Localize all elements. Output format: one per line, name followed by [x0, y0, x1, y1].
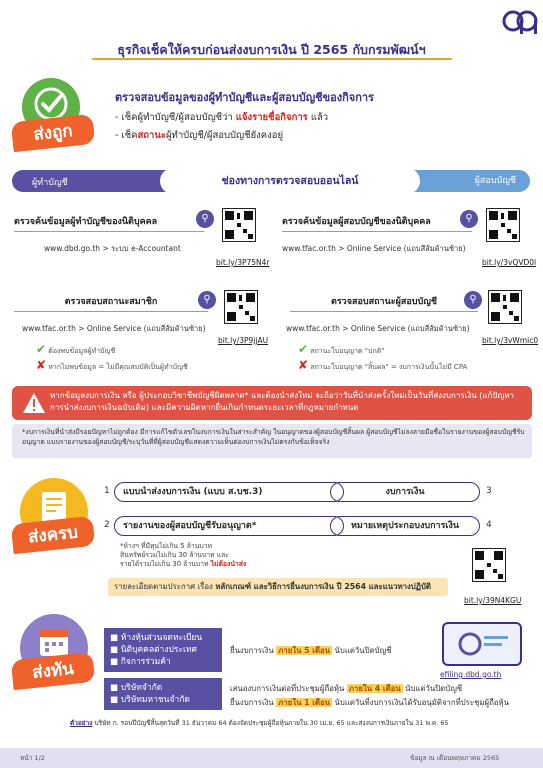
- title-underline: [92, 58, 452, 60]
- doc-number: 1: [104, 486, 110, 496]
- card-link[interactable]: bit.ly/3P75N4r: [216, 258, 270, 267]
- correct-bullet-1: - เช็คผู้ทำบัญชี/ผู้สอบบัญชีว่า แจ้งรายชื่อกิจการ แล้ว: [115, 112, 329, 123]
- rule-reference: รายละเอียดตามประกาศ เรื่อง หลักเกณฑ์ และวิธีการยื่นงบการเงิน ปี 2564 และแนวทางปฏิบัติ: [108, 578, 448, 596]
- qr-code-icon: [472, 548, 506, 582]
- doc-item-3: งบการเงิน: [330, 482, 480, 502]
- card-title: ตรวจสอบสถานะสมาชิก: [14, 294, 208, 312]
- ontime-badge-label: ส่งทัน: [11, 652, 96, 690]
- page-title: ธุรกิจเช็คให้ครบก่อนส่งงบการเงิน ปี 2565 กับกรมพัฒน์ฯ: [117, 42, 426, 57]
- ontime-footnote: ตัวอย่าง บริษัท ก. รอบปีบัญชีสิ้นสุดวันที่ 31 ธันวาคม 64 ต้องจัดประชุมผู้ถือหุ้นภายใน 30 เม.ย. 65 และส่งงบการเงินภายใน 31 พ.ค. 65: [70, 719, 449, 727]
- qr-code-icon: [222, 208, 256, 242]
- check-icon: ✔: [36, 342, 47, 356]
- card-title: ตรวจสอบสถานะผู้สอบบัญชี: [290, 294, 478, 312]
- qr-code-icon: [488, 290, 522, 324]
- auditor-bad-note: ✘ สถานะใบอนุญาต "สิ้นผล" = งบการเงินนั้นไม่มี CPA: [298, 358, 468, 372]
- cross-icon: ✘: [36, 358, 47, 372]
- card-auditor: [282, 214, 472, 232]
- channel-center-label: ช่องทางการตรวจสอบออนไลน์: [160, 168, 420, 194]
- card-auditor-status: [290, 294, 478, 312]
- card-url: www.tfac.or.th > Online Service (แถบสีส้มด้านซ้าย): [22, 324, 206, 333]
- search-icon[interactable]: ⚲: [460, 210, 478, 228]
- card-link[interactable]: bit.ly/3vWmic0: [482, 336, 539, 345]
- efiling-link[interactable]: efiling.dbd.go.th: [440, 670, 502, 679]
- card-link[interactable]: bit.ly/3P9jjAU: [218, 336, 269, 345]
- warning-icon: [22, 392, 46, 414]
- card-link[interactable]: bit.ly/3vQVD0l: [482, 258, 537, 267]
- deadline-group-2b: ยื่นงบการเงิน ภายใน 1 เดือน นับแต่วันที่งบการเงินได้รับอนุมัติจากที่ประชุมผู้ถือหุ้น: [230, 698, 509, 707]
- correct-heading: ตรวจสอบข้อมูลของผู้ทำบัญชีและผู้สอบบัญชีของกิจการ: [115, 91, 374, 104]
- rule-link[interactable]: bit.ly/39N4KGU: [464, 596, 522, 605]
- auditor-ok-note: ✔ สถานะใบอนุญาต "ปกติ": [298, 342, 385, 356]
- card-url: www.dbd.go.th > ระบบ e-Accountant: [44, 244, 181, 253]
- card-accountant: [14, 214, 204, 232]
- card-title: ตรวจค้นข้อมูลผู้ทำบัญชีของนิติบุคคล: [14, 214, 204, 232]
- doc-number: 3: [486, 486, 492, 496]
- complete-badge-label: ส่งครบ: [11, 516, 96, 554]
- entity-group-2: ■ บริษัทจำกัด ■ บริษัทมหาชนจำกัด: [104, 678, 222, 710]
- page-number: หน้า 1/2: [20, 754, 45, 762]
- correct-badge-label: ส่งถูก: [11, 114, 96, 152]
- footer: [0, 748, 543, 768]
- search-icon[interactable]: ⚲: [196, 210, 214, 228]
- doc-item-1: แบบนำส่งงบการเงิน (แบบ ส.บช.3): [114, 482, 344, 502]
- deadline-group-1: ยื่นงบการเงิน ภายใน 5 เดือน นับแต่วันปิดบัญชี: [230, 646, 392, 655]
- doc-number: 2: [104, 520, 110, 530]
- qr-code-icon: [224, 290, 258, 324]
- check-icon: ✔: [298, 342, 309, 356]
- member-bad-note: ✘ หากไม่พบข้อมูล = ไม่มีคุณสมบัติเป็นผู้ทำบัญชี: [36, 358, 188, 372]
- channel-right-label: ผู้สอบบัญชี: [474, 176, 516, 186]
- qr-code-icon: [486, 208, 520, 242]
- deadline-group-2a: เสนองบการเงินต่อที่ประชุมผู้ถือหุ้น ภายใน 4 เดือน นับแต่วันปิดบัญชี: [230, 684, 463, 693]
- doc-number: 4: [486, 520, 492, 530]
- doc-fine-note: *ห้างฯ ที่มีทุนไม่เกิน 5 ล้านบาท สินทรัพย์รวมไม่เกิน 30 ล้านบาท และ รายได้รวมไม่เกิน 30 ล้านบาท ไม่ต้องนำส่ง: [120, 542, 247, 568]
- card-title: ตรวจค้นข้อมูลผู้สอบบัญชีของนิติบุคคล: [282, 214, 472, 232]
- warning-text: หากข้อมูลงบการเงิน หรือ ผู้ประกอบวิชาชีพบัญชีผิดพลาด* และต้องนำส่งใหม่ จะถือว่าวันที่นำส่งครั้งใหม่เป็นวันที่ส่งงบการเงิน (แก้ปัญหาการนำส่งงบการเงินฉบับเดิม) และมีความผิดหากยื่นเกินกำหนดระยะเวลาที่กฎหมายกำหนด: [50, 391, 515, 412]
- entity-group-1: ■ ห้างหุ้นส่วนจดทะเบียน ■ นิติบุคคลต่างประเทศ ■ กิจการร่วมค้า: [104, 628, 222, 672]
- card-member-status: [14, 294, 208, 312]
- channel-left-label: ผู้ทำบัญชี: [32, 178, 68, 188]
- card-url: www.tfac.or.th > Online Service (แถบสีส้มด้านซ้าย): [282, 244, 466, 253]
- dbd-logo: [500, 6, 538, 40]
- member-ok-note: ✔ ต้องพบข้อมูลผู้ทำบัญชี: [36, 342, 116, 356]
- card-url: www.tfac.or.th > Online Service (แถบสีส้มด้านซ้าย): [286, 324, 470, 333]
- efiling-screen-icon: [442, 622, 522, 666]
- data-source: ข้อมูล ณ เดือนพฤษภาคม 2565: [410, 754, 500, 762]
- cross-icon: ✘: [298, 358, 309, 372]
- doc-item-4: หมายเหตุประกอบงบการเงิน: [330, 516, 480, 536]
- correct-bullet-2: - เช็คสถานะผู้ทำบัญชี/ผู้สอบบัญชียังคงอยู่: [115, 130, 284, 141]
- search-icon[interactable]: ⚲: [464, 291, 482, 309]
- note-text: *งบการเงินที่นำส่งมีรอยปัญหาไม่ถูกต้อง มีการแก้ไขตัวเลขในงบการเงินในสาระสำคัญ ในอนุญาตของผู้สอบบัญชีสิ้นผล ผู้สอบบัญชีไม่ลงลายมือชื่อในรายงานของผู้สอบบัญชีรับอนุญาต แบบรายงานของผู้สอบบัญชี/ระบุวันที่ที่ผู้สอบบัญชีแสดงความเห็นต่องบการเงินไม่ตรงกับข้อเท็จจริง: [22, 428, 525, 446]
- doc-item-2: รายงานของผู้สอบบัญชีรับอนุญาต*: [114, 516, 344, 536]
- search-icon[interactable]: ⚲: [198, 291, 216, 309]
